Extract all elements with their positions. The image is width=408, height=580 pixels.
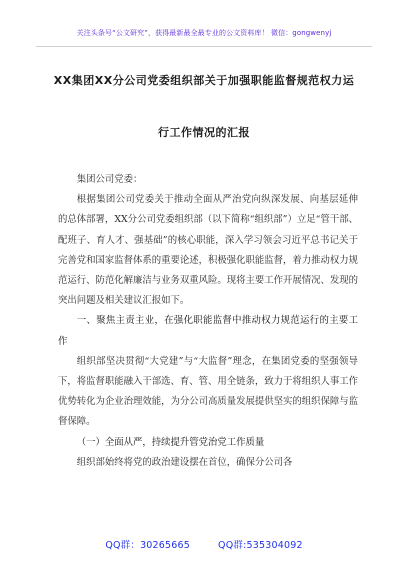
paragraph-subsection-1: 组织部始终将党的政治建设摆在首位，确保分公司各 xyxy=(76,456,293,468)
document-title-line-1: XX集团XX分公司党委组织部关于加强职能监督规范权力运 xyxy=(53,74,355,87)
document-body xyxy=(58,170,358,473)
footer-qq-group-1: QQ群：30265665 xyxy=(105,540,191,551)
header-divider xyxy=(36,46,372,47)
document-title-line-2: 行工作情况的汇报 xyxy=(158,126,250,139)
paragraph-section-1: 组织部坚决贯彻“大党建”与“大监督”理念，在集团党委的坚强领导下，将监督职能融入干部选、育、管、用全链条，致力于将组织人事工作优势转化为企业治理效能，为分公司高质量发展提供坚实的组织保障与监督保障。 xyxy=(58,355,359,428)
section-heading-1: 一、聚焦主责主业，在强化职能监督中推动权力规范运行的主要工作 xyxy=(58,315,358,347)
footer-qq-group-2: QQ群:535304092 xyxy=(218,540,303,551)
header-notice: 关注头条号“公文研究”，获得最新最全最专业的公文资料库！ 微信：gongwenyj xyxy=(76,29,332,37)
salutation: 集团公司党委： xyxy=(76,174,143,185)
subsection-heading-1: （一）全面从严，持续提升管党治党工作质量 xyxy=(76,436,265,448)
footer-contacts xyxy=(0,537,408,551)
paragraph-intro: 根据集团公司党委关于推动全面从严治党向纵深发展、向基层延伸的总体部署，XX分公司党委组织部（以下简称“组织部”）立足“管干部、配班子、育人才、强基础”的核心职能，深入学习领会习近平总书记关于完善党和国家监督体系的重要论述，积极强化职能监督，着力推动权力规范运行、防范化解廉洁与业务双重风险。现将主要工作开展情况、发现的突出问题及相关建议汇报如下。 xyxy=(58,194,359,307)
